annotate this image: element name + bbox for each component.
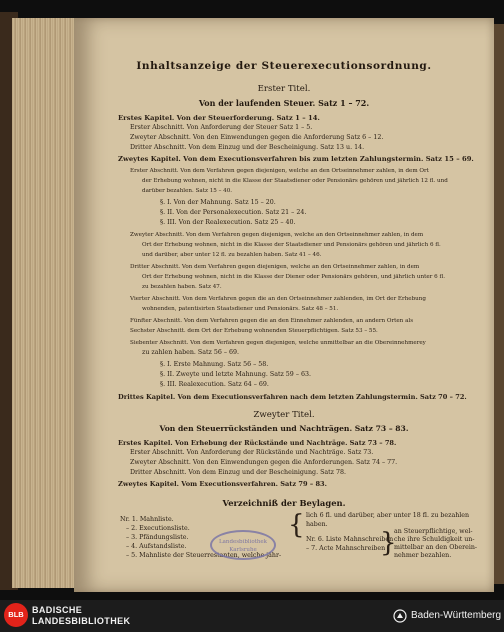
part2-subtitle: Von den Steuerrückständen und Nachträgen. Satz 73 – 83. — [159, 424, 409, 433]
toc-line: und darüber, aber unter 12 fl. zu bezahlen haben. Satz 41 – 46. — [142, 252, 322, 258]
toc-line: Erstes Kapitel. Von der Steuerforderung. Satz 1 – 14. — [118, 114, 320, 122]
blb-logo-icon[interactable]: BLB — [4, 603, 28, 627]
bw-logo-icon — [393, 609, 407, 623]
toc-line: zu zahlen haben. Satz 56 – 69. — [142, 349, 240, 356]
toc-line: Dritter Abschnitt. Von dem Einzug und der Bescheinigung. Satz 13 u. 14. — [130, 144, 365, 151]
toc-line: Zweyter Abschnitt. Von den Einwendungen gegen die Anforderung Satz 6 – 12. — [130, 134, 384, 141]
appendix-item: nehmer bezahlen. — [394, 552, 452, 559]
toc-line: Vierter Abschnitt. Von dem Verfahren gegen die an den Ortseinnehmer zahlenden, im Ort der Erhebung — [130, 296, 426, 302]
toc-line: Erstes Kapitel. Von Erhebung der Rückstände und Nachträge. Satz 73 – 78. — [118, 439, 397, 447]
document-title: Inhaltsanzeige der Steuerexecutionsordnung. — [136, 60, 432, 72]
toc-line: Drittes Kapitel. Von dem Executionsverfahren nach dem letzten Zahlungstermin. Satz 70 – 72. — [118, 393, 467, 401]
toc-line: Dritter Abschnitt. Von dem Einzug und der Bescheinigung. Satz 78. — [130, 469, 347, 476]
part1-subtitle: Von der laufenden Steuer. Satz 1 – 72. — [198, 98, 370, 108]
brace: { — [288, 510, 305, 540]
toc-line: Erster Abschnitt. Von dem Verfahren gegen diejenigen, welche an den Ortseinnehmer zahlen, in dem Ort — [130, 168, 429, 174]
toc-line: §. II. Zweyte und letzte Mahnung. Satz 59 – 63. — [160, 371, 311, 378]
toc-line: §. III. Von der Realexecution. Satz 25 – 40. — [160, 219, 296, 226]
blb-line1: BADISCHE — [32, 605, 83, 615]
library-stamp: Landesbibliothek Karlsruhe — [210, 530, 276, 560]
toc-line: §. I. Von der Mahnung. Satz 15 – 20. — [160, 199, 276, 206]
toc-line: zu bezahlen haben. Satz 47. — [142, 284, 222, 290]
toc-line: Siebenter Abschnitt. Von dem Verfahren gegen diejenigen, welche unmittelbar an die Obereinnehmerey — [130, 340, 426, 346]
toc-line: der Erhebung wohnen, nicht in die Klasse der Staatsdiener oder Pensionärs gehören und jährlich 12 fl. und — [142, 178, 448, 184]
appendix-item: Nr. 1. Mahnliste. — [120, 516, 174, 523]
toc-line: §. III. Realexecution. Satz 64 – 69. — [160, 381, 269, 388]
appendix-item: – 3. Pfändungsliste. — [126, 534, 189, 541]
appendix-item: lich 6 fl. und darüber, aber unter 18 fl. zu bezahlen — [306, 512, 470, 519]
toc-line: §. II. Von der Personalexecution. Satz 21 – 24. — [160, 209, 307, 216]
toc-line: Zweyter Abschnitt. Von den Einwendungen gegen die Anforderungen. Satz 74 – 77. — [130, 459, 398, 466]
appendix-item: Nr. 6. Liste Mahnschreiben — [306, 536, 394, 543]
toc-line: Erster Abschnitt. Von Anforderung der Rückstände und Nachträge. Satz 73. — [130, 449, 374, 456]
right-cover-edge — [494, 24, 504, 584]
toc-line: Zweyter Abschnitt. Von dem Verfahren gegen diejenigen, welche an den Ortseinnehmer zahlen, in dem — [130, 232, 424, 238]
toc-line: Ort der Erhebung wohnen, nicht in die Klasse der Staatsdiener und Pensionärs gehören und jährlich 6 fl. — [142, 242, 441, 248]
toc-line: Zweytes Kapitel. Vom Executionsverfahren. Satz 79 – 83. — [118, 480, 327, 488]
toc-line: darüber bezahlen. Satz 15 – 40. — [142, 188, 233, 194]
toc-line: Sechster Abschnitt. dem Ort der Erhebung wohnenden Steuerpflichtigen. Satz 53 – 55. — [130, 328, 378, 334]
part1-title: Erster Titel. — [257, 84, 311, 94]
appendix-title: Verzeichniß der Beylagen. — [222, 498, 346, 508]
appendix-item: che ihre Schuldigkeit un- — [394, 536, 475, 543]
appendix-item: mittelbar an den Oberein- — [394, 544, 478, 551]
appendix-item: – 4. Aufstandsliste. — [126, 543, 187, 550]
toc-line: §. I. Erste Mahnung. Satz 56 – 58. — [160, 361, 269, 368]
toc-line: Ort der Erhebung wohnen, nicht in die Klasse der Diener oder Pensionärs gehören, und jährlich unter 6 fl. — [142, 274, 445, 280]
toc-line: Zweytes Kapitel. Von dem Executionsverfahren bis zum letzten Zahlungstermin. Satz 15 – 69. — [118, 155, 474, 163]
toc-line: wohnenden, patentisirten Staatsdiener und Pensionärs. Satz 48 – 51. — [142, 306, 339, 312]
toc-line: Erster Abschnitt. Von Anforderung der Steuer Satz 1 – 5. — [130, 124, 313, 131]
document-page — [74, 18, 494, 592]
appendix-item: haben. — [306, 521, 328, 528]
part2-title: Zweyter Titel. — [253, 410, 315, 420]
brace: } — [380, 528, 397, 558]
toc-line: Dritter Abschnitt. Von dem Verfahren gegen diejenigen, welche an den Ortseinnehmer zahlen, in dem — [130, 264, 420, 270]
page-edges — [12, 18, 76, 588]
blb-line2: LANDESBIBLIOTHEK — [32, 616, 131, 626]
bw-wordmark[interactable]: Baden-Württemberg — [411, 610, 502, 621]
appendix-item: an Steuerpflichtige, wel- — [394, 528, 473, 535]
toc-line: Fünfter Abschnitt. Von dem Verfahren gegen die an den Einnehmer zahlenden, an andern Orten als — [130, 318, 414, 324]
appendix-item: – 5. Mahnliste der Steuerrestanten, welche jähr- — [126, 552, 282, 559]
appendix-item: – 7. Acte Mahnschreiben — [306, 545, 386, 552]
appendix-item: – 2. Executionsliste. — [126, 525, 190, 532]
blb-wordmark[interactable] — [32, 605, 130, 627]
